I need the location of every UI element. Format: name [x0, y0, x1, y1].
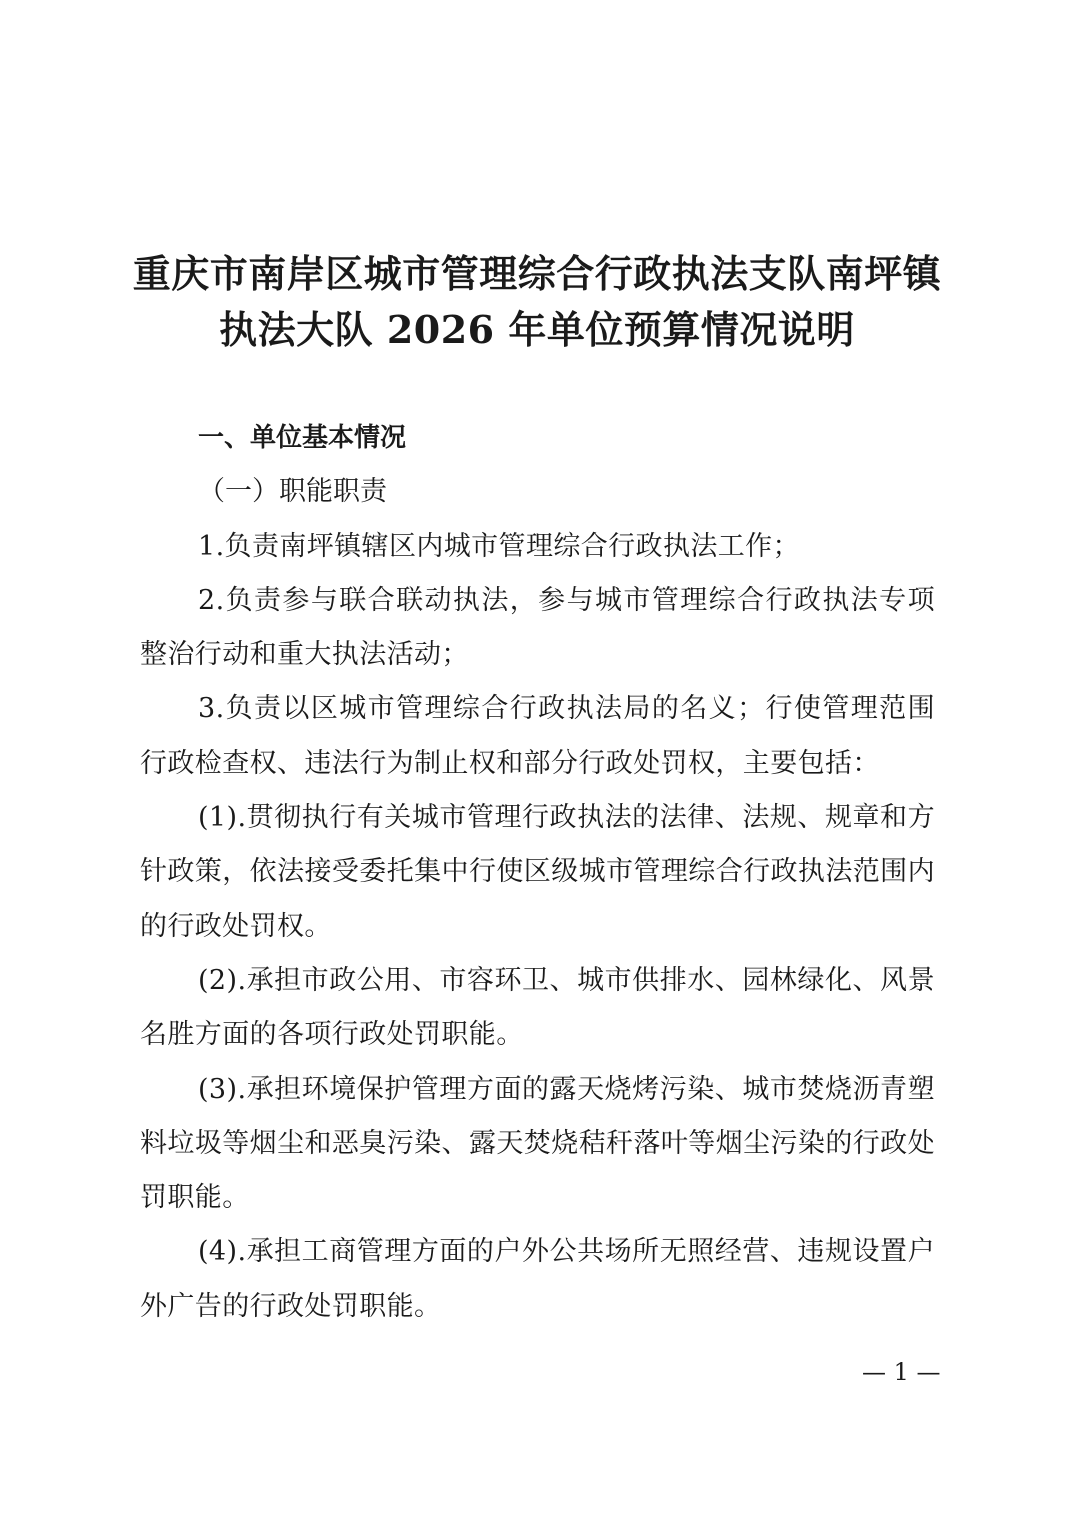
page-number: — 1 —	[862, 1358, 941, 1386]
paragraph: 2.负责参与联合联动执法，参与城市管理综合行政执法专项整治行动和重大执法活动；	[140, 584, 935, 671]
paragraph: 3.负责以区城市管理综合行政执法局的名义；行使管理范围行政检查权、违法行为制止权和部分行政处罚权，主要包括：	[140, 693, 935, 779]
subsection-heading: （一）职能职责	[198, 476, 387, 508]
paragraph: (3).承担环境保护管理方面的露天烧烤污染、城市焚烧沥青塑料垃圾等烟尘和恶臭污染、露天焚烧秸秆落叶等烟尘污染的行政处罚职能。	[140, 1073, 935, 1214]
paragraph: 1.负责南坪镇辖区内城市管理综合行政执法工作；	[198, 530, 800, 562]
paragraph: (2).承担市政公用、市容环卫、城市供排水、园林绿化、风景名胜方面的各项行政处罚职能。	[140, 964, 935, 1051]
paragraph: (4).承担工商管理方面的户外公共场所无照经营、违规设置户外广告的行政处罚职能。	[140, 1236, 935, 1322]
document-body	[140, 411, 935, 1334]
title-line-1: 重庆市南岸区城市管理综合行政执法支队南坪镇	[132, 251, 942, 296]
paragraph: (1).贯彻执行有关城市管理行政执法的法律、法规、规章和方针政策，依法接受委托集中行使区级城市管理综合行政执法范围内的行政处罚权。	[140, 802, 935, 942]
title-line-2: 执法大队 2026 年单位预算情况说明	[219, 307, 855, 352]
document-title	[120, 246, 954, 358]
section-heading: 一、单位基本情况	[198, 423, 407, 453]
